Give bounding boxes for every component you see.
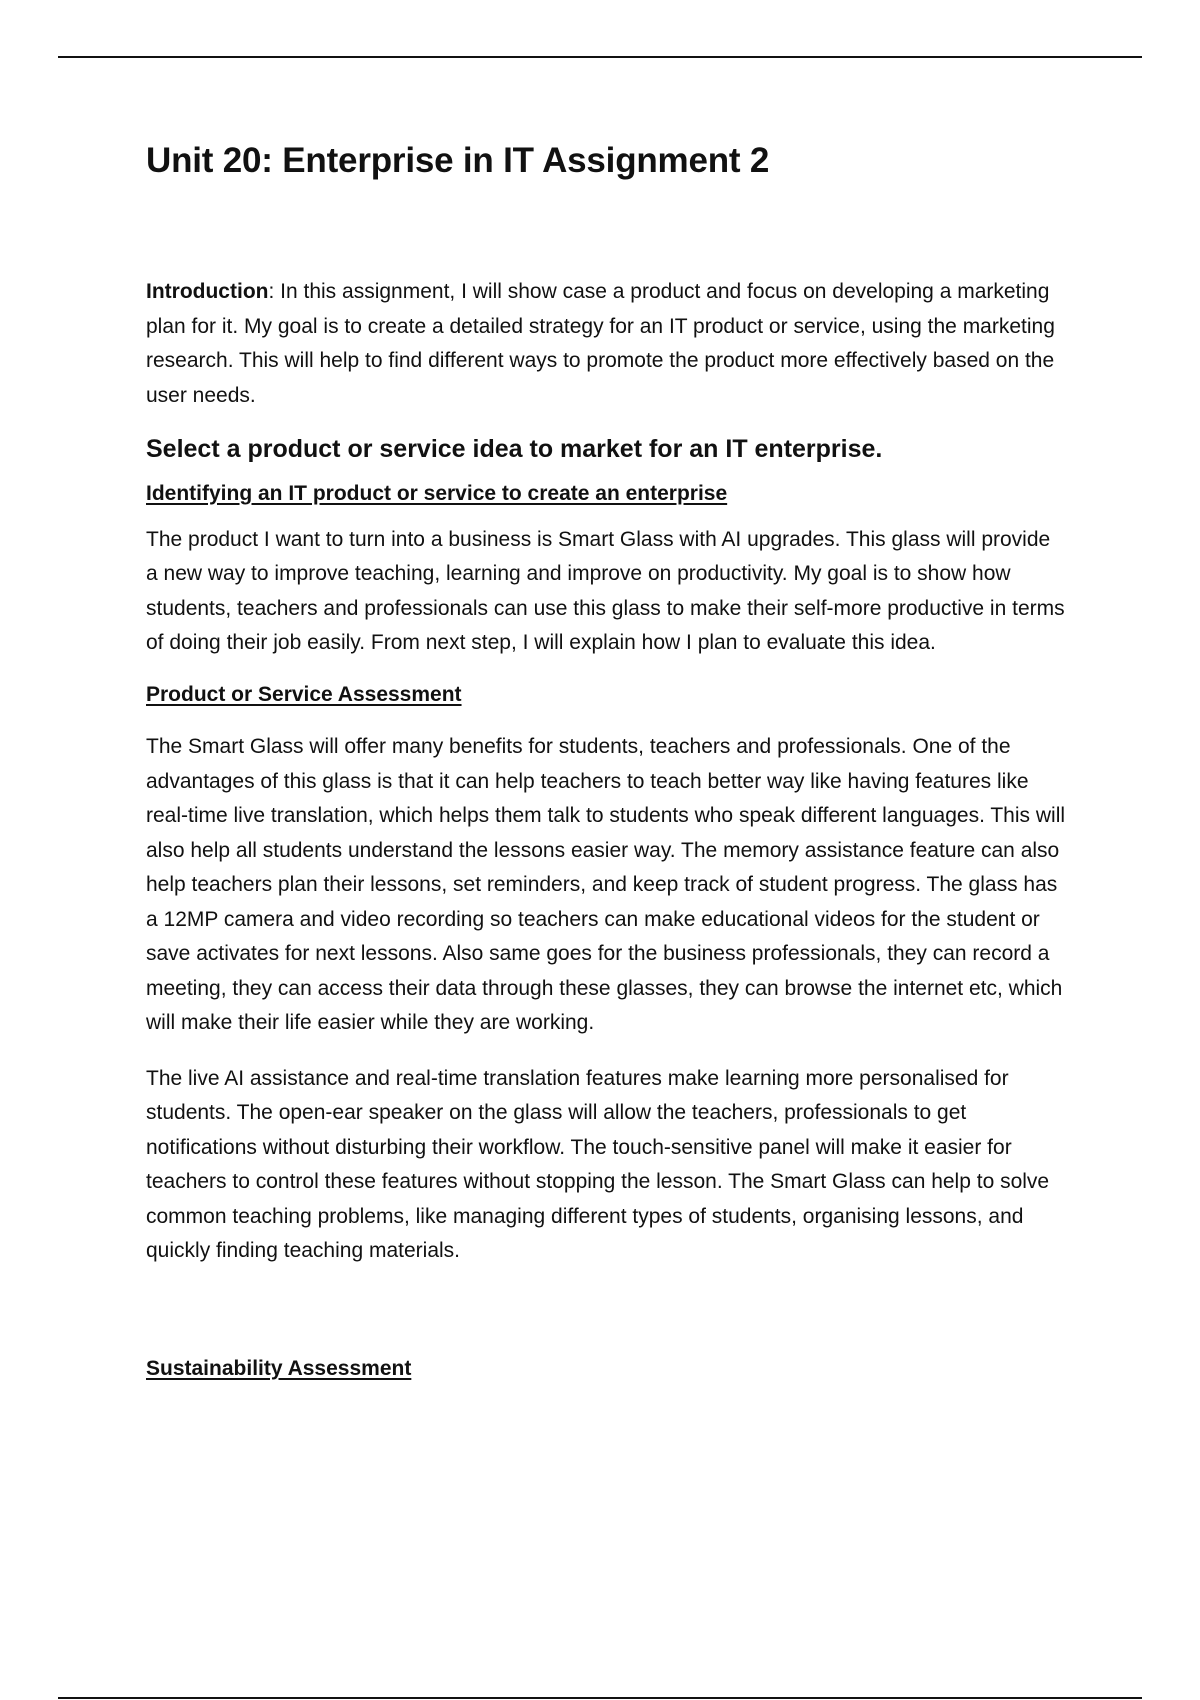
header-rule bbox=[58, 56, 1142, 58]
intro-text: : In this assignment, I will show case a product and focus on developing a marketing plan for it. My goal is to create a detailed strategy for an IT product or service, using the marketing research. This will help to find different ways to promote the product more effectively based on the user needs. bbox=[146, 280, 1055, 407]
footer-rule bbox=[58, 1697, 1142, 1699]
document-body bbox=[146, 140, 1066, 1382]
document-title: Unit 20: Enterprise in IT Assignment 2 bbox=[146, 141, 770, 180]
intro-label: Introduction bbox=[146, 280, 269, 303]
paragraph-product-assessment-1: The Smart Glass will offer many benefits for students, teachers and professionals. One of the advantages of this glass is that it can help teachers to teach better way like having features like real-time live translation, which helps them talk to students who speak different languages. This will also help all students understand the lessons easier way. The memory assistance feature can also help teachers plan their lessons, set reminders, and keep track of student progress. The glass has a 12MP camera and video recording so teachers can make educational videos for the student or save activates for next lessons. Also same goes for the business professionals, they can record a meeting, they can access their data through these glasses, they can browse the internet etc, which will make their life easier while they are working. bbox=[146, 735, 1066, 1035]
subheading-identifying-product: Identifying an IT product or service to create an enterprise bbox=[146, 481, 728, 505]
section-heading: Select a product or service idea to market for an IT enterprise. bbox=[146, 435, 883, 463]
intro-paragraph bbox=[146, 275, 1066, 413]
paragraph-product-assessment-2: The live AI assistance and real-time translation features make learning more personalised for students. The open-ear speaker on the glass will allow the teachers, professionals to get notifications without disturbing their workflow. The touch-sensitive panel will make it easier for teachers to control these features without stopping the lesson. The Smart Glass can help to solve common teaching problems, like managing different types of students, organising lessons, and quickly finding teaching materials. bbox=[146, 1066, 1050, 1263]
paragraph-identifying-product: The product I want to turn into a business is Smart Glass with AI upgrades. This glass will provide a new way to improve teaching, learning and improve on productivity. My goal is to show how students, teachers and professionals can use this glass to make their self-more productive in terms of doing their job easily. From next step, I will explain how I plan to evaluate this idea. bbox=[146, 527, 1065, 655]
subheading-product-assessment: Product or Service Assessment bbox=[146, 682, 462, 706]
subheading-sustainability-assessment: Sustainability Assessment bbox=[146, 1356, 412, 1380]
